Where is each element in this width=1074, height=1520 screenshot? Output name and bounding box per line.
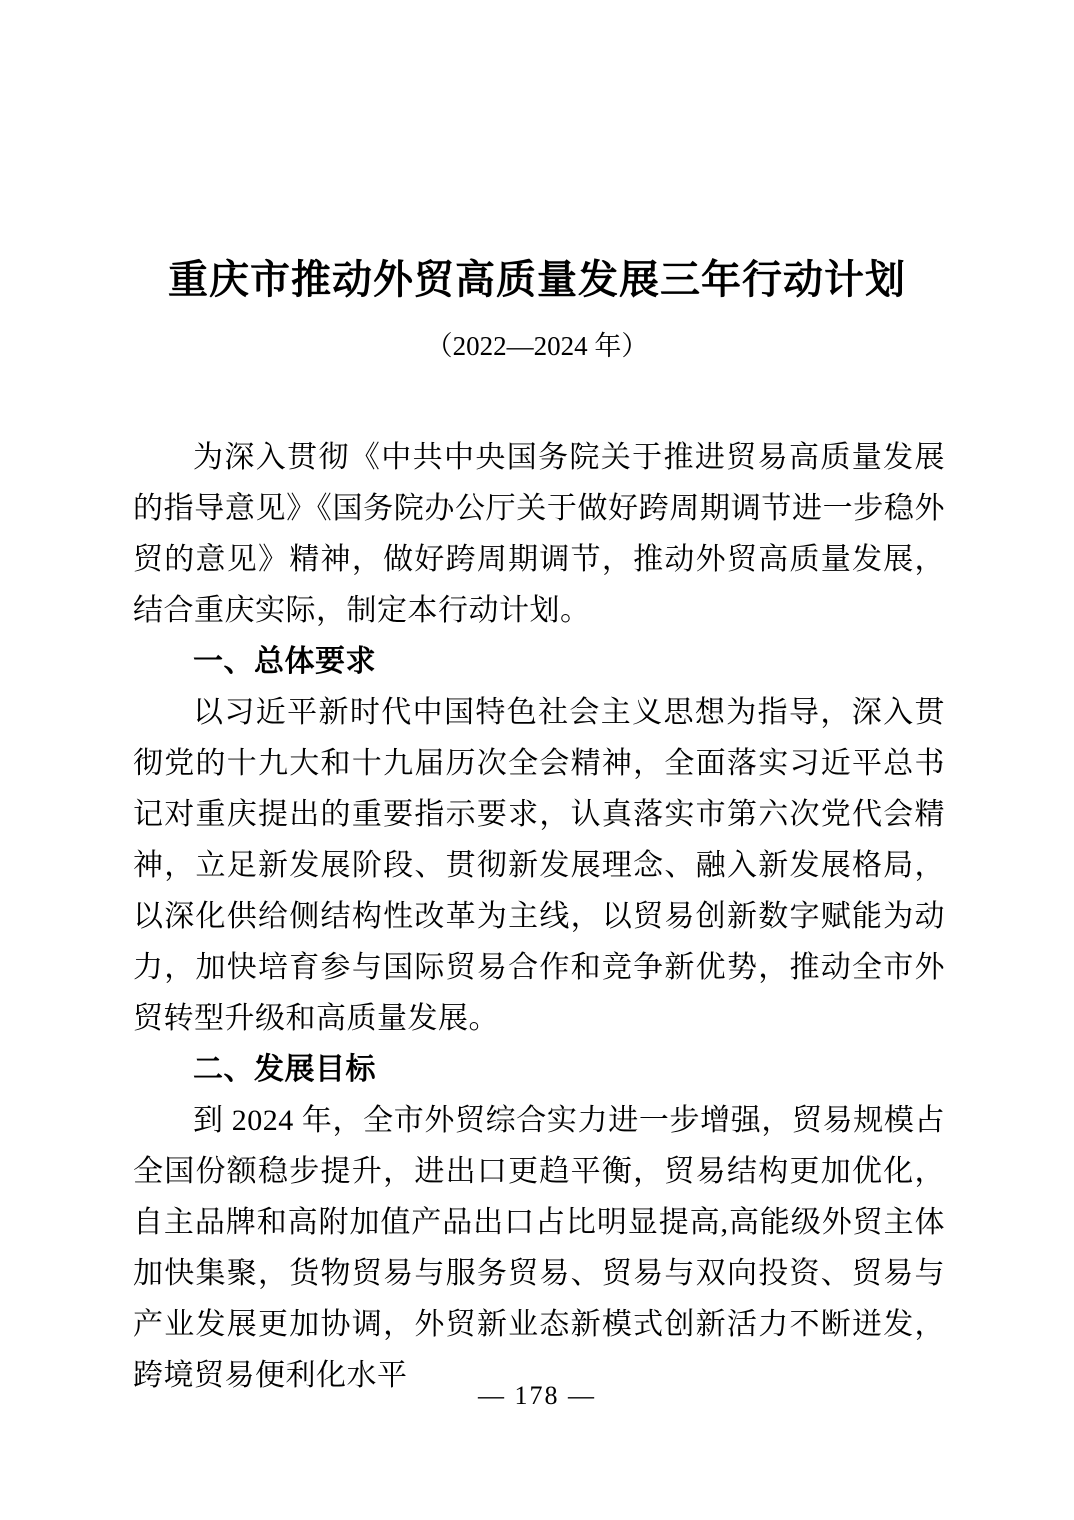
paragraph-preamble: 为深入贯彻《中共中央国务院关于推进贸易高质量发展的指导意见》《国务院办公厅关于做好跨周期调节进一步稳外贸的意见》精神，做好跨周期调节，推动外贸高质量发展，结合重庆实际，制定本行动计划。 (133, 441, 945, 627)
document-body (133, 432, 945, 1401)
section-heading-development-goals: 二、发展目标 (193, 1053, 376, 1086)
document-subtitle: （2022—2024 年） (425, 331, 649, 361)
section-heading-overall-requirements: 一、总体要求 (193, 645, 376, 678)
page-number: — 178 — (478, 1381, 596, 1410)
paragraph-overall-requirements: 以习近平新时代中国特色社会主义思想为指导，深入贯彻党的十九大和十九届历次全会精神，全面落实习近平总书记对重庆提出的重要指示要求，认真落实市第六次党代会精神，立足新发展阶段、贯彻新发展理念、融入新发展格局，以深化供给侧结构性改革为主线，以贸易创新数字赋能为动力，加快培育参与国际贸易合作和竞争新优势，推动全市外贸转型升级和高质量发展。 (133, 696, 945, 1035)
document-title: 重庆市推动外贸高质量发展三年行动计划 (168, 257, 906, 302)
paragraph-development-goals: 到 2024 年，全市外贸综合实力进一步增强，贸易规模占全国份额稳步提升，进出口更趋平衡，贸易结构更加优化，自主品牌和高附加值产品出口占比明显提高,高能级外贸主体加快集聚，货物贸易与服务贸易、贸易与双向投资、贸易与产业发展更加协调，外贸新业态新模式创新活力不断迸发，跨境贸易便利化水平 (133, 1104, 945, 1392)
